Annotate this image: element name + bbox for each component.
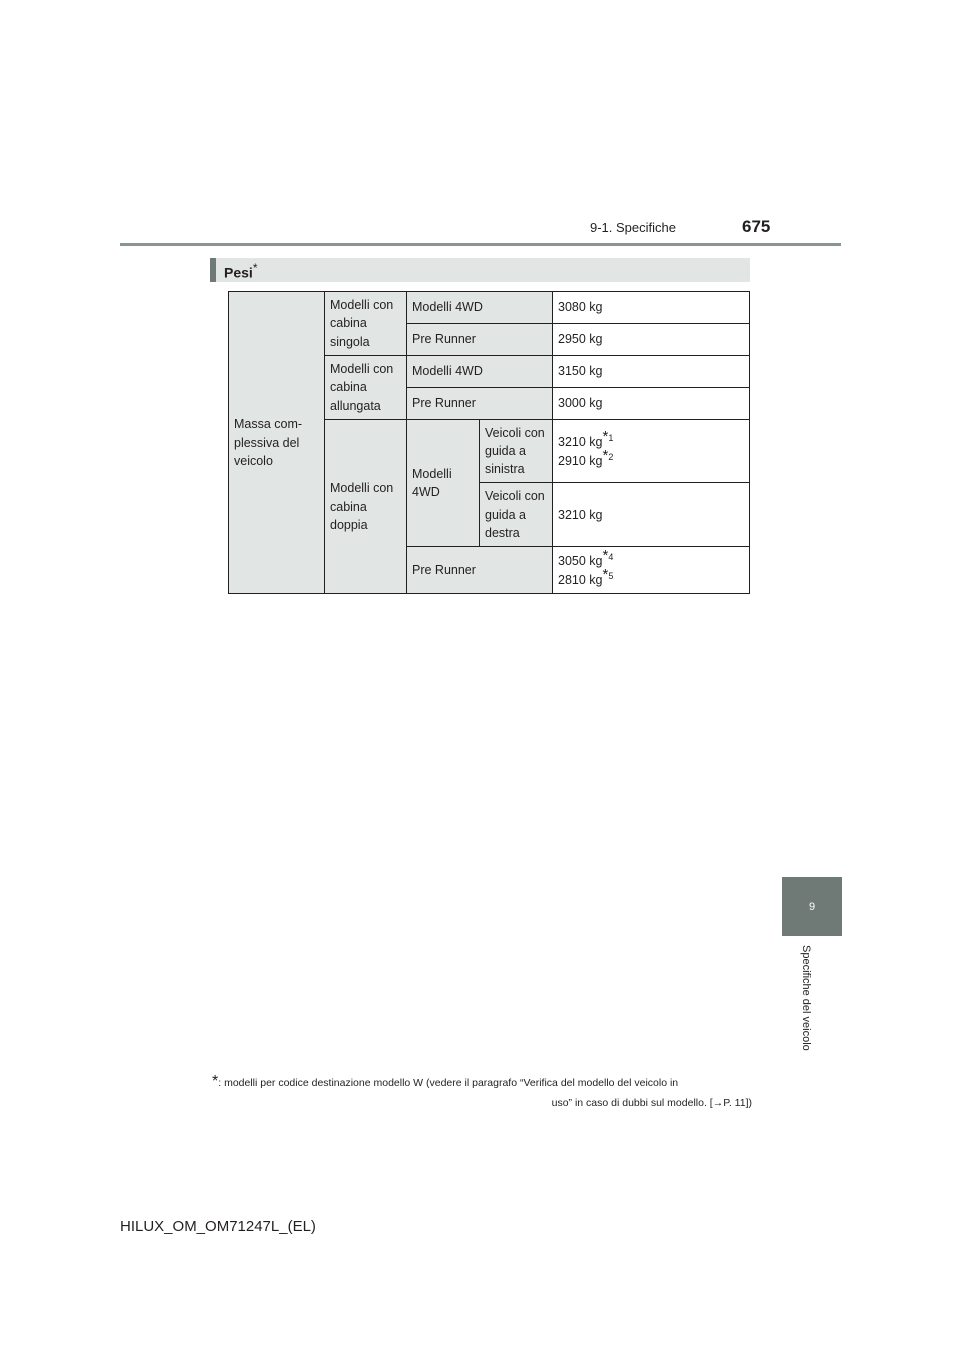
cell-label: Pre Runner	[407, 546, 553, 594]
table-row	[229, 292, 750, 324]
header-rule	[120, 243, 841, 246]
asterisk-icon: *	[252, 261, 258, 275]
page-number: 675	[742, 217, 771, 236]
cell-label: Modelli 4WD	[407, 292, 553, 324]
cell-label: Pre Runner	[407, 324, 553, 356]
section-accent	[210, 258, 216, 282]
row-header-total-mass: Massa com- plessiva del veicolo	[229, 292, 325, 594]
cell-value: 3210 kg	[553, 483, 750, 546]
chapter-number: 9	[808, 900, 816, 913]
asterisk-icon: *	[602, 447, 609, 465]
asterisk-icon: *	[212, 1073, 219, 1090]
header-section-title: 9-1. Specifiche	[590, 220, 676, 235]
footnote-line-2: uso” in caso di dubbi sul modello. [→P. 11])	[551, 1096, 752, 1109]
cell-label: Veicoli con guida a sinistra	[480, 420, 553, 483]
group-extended-cab: Modelli con cabina allungata	[325, 356, 407, 420]
document-id: HILUX_OM_OM71247L_(EL)	[120, 1218, 316, 1235]
group-double-cab: Modelli con cabina doppia	[325, 420, 407, 594]
group-single-cab: Modelli con cabina singola	[325, 292, 407, 356]
chapter-label: Specifiche del veicolo	[800, 945, 812, 1051]
weights-table	[228, 291, 750, 594]
group-double-4wd: Modelli 4WD	[407, 420, 480, 547]
cell-value: 3080 kg	[553, 292, 750, 324]
section-title: Pesi*	[224, 261, 258, 281]
asterisk-icon: *	[602, 546, 609, 564]
cell-label: Veicoli con guida a destra	[480, 483, 553, 546]
cell-value: 3000 kg	[553, 388, 750, 420]
asterisk-icon: *	[602, 566, 609, 584]
asterisk-icon: *	[602, 427, 609, 445]
chapter-tab[interactable]	[782, 877, 842, 936]
cell-value: 2950 kg	[553, 324, 750, 356]
section-heading-bar	[210, 258, 750, 282]
cell-value: 3150 kg	[553, 356, 750, 388]
footnote-line-1: *: modelli per codice destinazione modello W (vedere il paragrafo “Verifica del modello del veicolo in	[212, 1073, 679, 1090]
cell-label: Pre Runner	[407, 388, 553, 420]
footnote	[212, 1070, 752, 1111]
cell-value: 3210 $kg^{*1}$ 2910 $kg^{*2}$	[553, 420, 750, 483]
cell-value: 3050 $kg^{*4}$ 2810 $kg^{*5}$	[553, 546, 750, 594]
cell-label: Modelli 4WD	[407, 356, 553, 388]
